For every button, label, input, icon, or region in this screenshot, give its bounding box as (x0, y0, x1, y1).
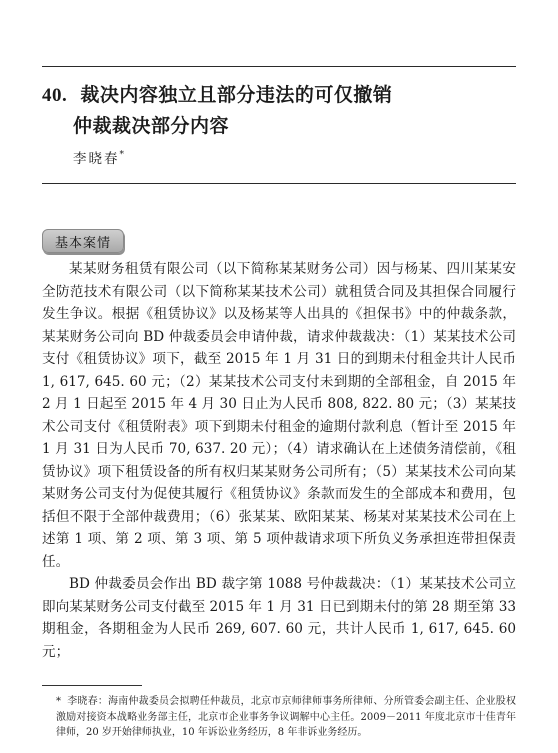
case-body (42, 258, 516, 663)
body-paragraph-1: 某某财务租赁有限公司（以下简称某某财务公司）因与杨某、四川某某安全防范技术有限公司（以下简称某某技术公司）就租赁合同及其担保合同履行发生争议。根据《租赁协议》以及杨某等人出具的《担保书》中的仲裁条款，某某财务公司向 BD 仲裁委员会申请仲裁，请求仲裁裁决：（1）某某技术公司支付《租赁协议》项下，截至 2015 年 1 月 31 日的到期未付租金共计人民币 1, 617, 645. 60 元；（2）某某技术公司支付未到期的全部租金，自 2015 年 2 月 1 日起至 2015 年 4 月 30 日止为人民币 808, 822. 80 元；（3）某某技术公司支付《租赁附表》项下到期未付租金的逾期付款利息（暂计至 2015 年 1 月 31 日为人民币 70, 637. 20 元）；（4）请求确认在上述债务清偿前，《租赁协议》项下租赁设备的所有权归某某财务公司所有；（5）某某技术公司向某某财务公司支付为促使其履行《租赁协议》条款而发生的全部成本和费用，包括但不限于全部仲裁费用；（6）张某某、欧阳某某、杨某对某某技术公司在上述第 1 项、第 2 项、第 3 项、第 5 项仲裁请求项下所负义务承担连带担保责任。 (42, 261, 516, 570)
chapter-title-text-1: 裁决内容独立且部分违法的可仅撤销 (80, 84, 393, 106)
footnote-mark: * (56, 696, 61, 707)
chapter-title-line-2 (73, 111, 229, 138)
footnote-text: 李晓春：海南仲裁委员会拟聘任仲裁员，北京市京师律师事务所律师、分所管委会副主任、企业股权激励对接资本战略业务部主任，北京市企业事务争议调解中心主任。2009－2011 年度北京市十佳青年律师，20 岁开始律师执业，10 年诉讼业务经历，8 年非诉业务经历。 (56, 696, 516, 738)
header-bottom-rule (42, 183, 516, 184)
author-name: 李晓春 (73, 151, 120, 167)
section-tag (42, 229, 124, 253)
chapter-title-text-2: 仲裁裁决部分内容 (73, 115, 230, 137)
top-rule (42, 66, 516, 67)
author-footnote-mark: * (119, 150, 124, 160)
footnote-rule (42, 685, 142, 686)
body-paragraph-2: BD 仲裁委员会作出 BD 裁字第 1088 号仲裁裁决：（1）某某技术公司立即向某某财务公司支付截至 2015 年 1 月 31 日已到期未付的第 28 期至第 33 期租金，各期租金为人民币 269, 607. 60 元，共计人民币 1, 617, 645. 60 元； (42, 576, 516, 660)
chapter-title-line-1 (42, 80, 392, 107)
section-tag-label: 基本案情 (54, 235, 111, 251)
footnote (56, 694, 516, 741)
author-line (73, 147, 124, 167)
chapter-number: 40. (42, 85, 68, 106)
